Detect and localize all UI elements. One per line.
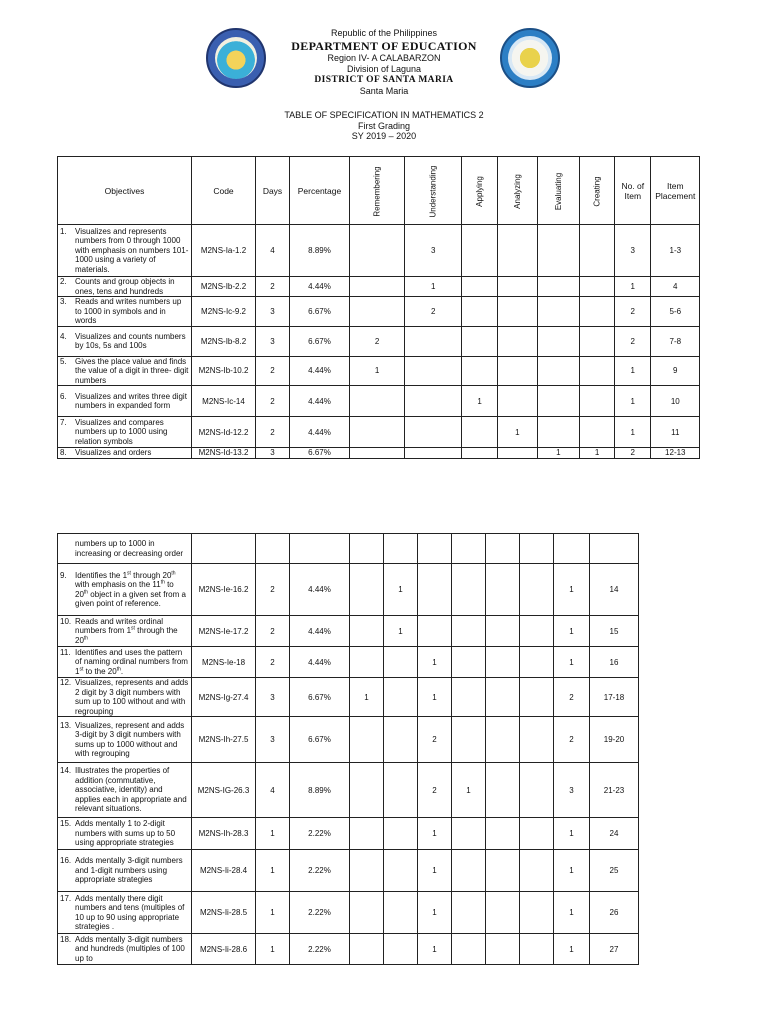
cell-code: M2NS-Ii-28.4 — [192, 850, 256, 892]
cell-item-placement: 7-8 — [651, 326, 700, 356]
table-row-continued — [58, 534, 639, 564]
cell-creating — [520, 892, 554, 934]
cell-analyzing — [452, 892, 486, 934]
cell-no-of-item: 1 — [554, 818, 590, 850]
header-analyzing: Analyzing — [497, 157, 537, 225]
table-row — [58, 818, 639, 850]
division-line: Division of Laguna — [346, 64, 422, 74]
republic-line: Republic of the Philippines — [330, 28, 438, 38]
cell-percentage: 4.44% — [290, 277, 350, 297]
cell-no-of-item: 1 — [615, 356, 651, 386]
cell-no-of-item: 1 — [554, 616, 590, 647]
letterhead — [0, 28, 768, 97]
table-row — [58, 647, 639, 678]
cell-item-placement: 9 — [651, 356, 700, 386]
objective-cell: 18. Adds mentally 3-digit numbers and hundreds (multiples of 100 up to — [58, 934, 192, 965]
cell-item-placement: 19-20 — [590, 717, 639, 763]
cell-days: 2 — [256, 417, 290, 448]
cell-code: M2NS-Id-12.2 — [192, 417, 256, 448]
cell-remembering — [350, 448, 405, 459]
cell-understanding — [384, 892, 418, 934]
cell-applying — [462, 277, 498, 297]
cell-code: M2NS-Ib-8.2 — [192, 326, 256, 356]
cell-understanding: 3 — [405, 225, 462, 277]
cell-analyzing — [452, 564, 486, 616]
table-row — [58, 892, 639, 934]
cell-analyzing — [452, 678, 486, 717]
cell-item-placement: 5-6 — [651, 297, 700, 327]
cell-days: 3 — [256, 297, 290, 327]
cell-no-of-item: 2 — [615, 297, 651, 327]
cell-creating — [580, 225, 615, 277]
objective-continued: numbers up to 1000 in increasing or decreasing order — [58, 534, 192, 564]
cell-remembering: 2 — [350, 326, 405, 356]
cell-applying — [462, 225, 498, 277]
table-row — [58, 850, 639, 892]
cell-remembering — [350, 717, 384, 763]
objective-cell: 8. Visualizes and orders — [58, 448, 192, 459]
cell-analyzing — [452, 647, 486, 678]
cell-applying — [462, 448, 498, 459]
cell-days: 2 — [256, 386, 290, 417]
cell-evaluating — [486, 818, 520, 850]
cell-applying — [462, 326, 498, 356]
cell-understanding — [384, 678, 418, 717]
objective-cell: 16. Adds mentally 3-digit numbers and 1-digit numbers using appropriate strategies — [58, 850, 192, 892]
cell-remembering — [350, 647, 384, 678]
cell-understanding — [384, 818, 418, 850]
cell-percentage: 8.89% — [290, 763, 350, 818]
table-row — [58, 417, 700, 448]
table-header-row — [58, 157, 700, 225]
cell-days: 2 — [256, 616, 290, 647]
table-row — [58, 564, 639, 616]
cell-percentage: 2.22% — [290, 934, 350, 965]
region-line: Region IV- A CALABARZON — [327, 53, 441, 63]
cell-evaluating — [486, 616, 520, 647]
cell-creating — [580, 386, 615, 417]
cell-item-placement: 26 — [590, 892, 639, 934]
cell-evaluating — [486, 850, 520, 892]
objective-cell: 10. Reads and writes ordinal numbers from 1st through the 20th — [58, 616, 192, 647]
cell-analyzing: 1 — [497, 417, 537, 448]
cell-analyzing — [497, 356, 537, 386]
cell-code: M2NS-Ie-17.2 — [192, 616, 256, 647]
cell-evaluating: 1 — [537, 448, 579, 459]
table-row — [58, 297, 700, 327]
cell-item-placement: 11 — [651, 417, 700, 448]
cell-analyzing: 1 — [452, 763, 486, 818]
cell-percentage: 4.44% — [290, 564, 350, 616]
cell-creating — [520, 678, 554, 717]
cell-code: M2NS-Ib-2.2 — [192, 277, 256, 297]
table-row — [58, 678, 639, 717]
cell-creating — [580, 277, 615, 297]
cell-evaluating — [537, 386, 579, 417]
cell-remembering — [350, 892, 384, 934]
cell-code: M2NS-Ih-27.5 — [192, 717, 256, 763]
cell-remembering — [350, 277, 405, 297]
cell-days: 3 — [256, 717, 290, 763]
cell-understanding — [405, 448, 462, 459]
cell-code: M2NS-Ii-28.6 — [192, 934, 256, 965]
cell-item-placement: 4 — [651, 277, 700, 297]
cell-item-placement: 14 — [590, 564, 639, 616]
cell-creating — [520, 616, 554, 647]
cell-analyzing — [452, 717, 486, 763]
objective-cell: 3. Reads and writes numbers up to 1000 in symbols and in words — [58, 297, 192, 327]
cell-days: 2 — [256, 356, 290, 386]
cell-creating — [520, 818, 554, 850]
cell-analyzing — [497, 297, 537, 327]
cell-item-placement: 27 — [590, 934, 639, 965]
cell-days: 1 — [256, 818, 290, 850]
specification-table-part-1 — [57, 156, 700, 459]
cell-percentage: 4.44% — [290, 356, 350, 386]
cell-percentage: 4.44% — [290, 386, 350, 417]
cell-evaluating — [486, 678, 520, 717]
cell-days: 3 — [256, 448, 290, 459]
department-name: DEPARTMENT OF EDUCATION — [291, 39, 477, 53]
cell-code: M2NS-Id-13.2 — [192, 448, 256, 459]
cell-evaluating — [486, 717, 520, 763]
cell-code: M2NS-Ia-1.2 — [192, 225, 256, 277]
cell-evaluating — [537, 277, 579, 297]
objective-cell: 6. Visualizes and writes three digit numbers in expanded form — [58, 386, 192, 417]
cell-analyzing — [497, 326, 537, 356]
cell-item-placement: 12-13 — [651, 448, 700, 459]
cell-item-placement: 25 — [590, 850, 639, 892]
objective-cell: 17. Adds mentally there digit numbers and tens (multiples of 10 up to 90 using appropriate strategies . — [58, 892, 192, 934]
cell-code: M2NS-Ii-28.5 — [192, 892, 256, 934]
objective-cell: 13. Visualizes, represent and adds 3-digit by 3 digit numbers with sums up to 1000 without and with regrouping — [58, 717, 192, 763]
cell-remembering — [350, 850, 384, 892]
cell-remembering — [350, 417, 405, 448]
table-row — [58, 326, 700, 356]
cell-creating — [520, 850, 554, 892]
cell-applying — [418, 616, 452, 647]
cell-days: 2 — [256, 564, 290, 616]
cell-applying: 1 — [418, 892, 452, 934]
cell-percentage: 4.44% — [290, 616, 350, 647]
header-no-of-item: No. of Item — [615, 157, 651, 225]
cell-days: 2 — [256, 647, 290, 678]
cell-creating — [520, 647, 554, 678]
header-days: Days — [256, 157, 290, 225]
specification-table-part-2 — [57, 533, 639, 965]
header-creating: Creating — [580, 157, 615, 225]
cell-creating — [580, 297, 615, 327]
objective-cell: 1. Visualizes and represents numbers from 0 through 1000 with emphasis on numbers 101-1000 using a variety of materials. — [58, 225, 192, 277]
cell-code: M2NS-Ie-16.2 — [192, 564, 256, 616]
cell-evaluating — [537, 356, 579, 386]
cell-analyzing — [497, 386, 537, 417]
cell-percentage: 2.22% — [290, 818, 350, 850]
document-titles — [0, 110, 768, 142]
cell-applying: 2 — [418, 763, 452, 818]
cell-analyzing — [497, 277, 537, 297]
cell-no-of-item: 1 — [615, 417, 651, 448]
cell-no-of-item: 2 — [615, 448, 651, 459]
cell-days: 1 — [256, 892, 290, 934]
cell-days: 3 — [256, 326, 290, 356]
table-row — [58, 448, 700, 459]
cell-remembering — [350, 225, 405, 277]
cell-understanding — [405, 417, 462, 448]
cell-percentage: 6.67% — [290, 297, 350, 327]
cell-remembering — [350, 564, 384, 616]
cell-code: M2NS-Ih-28.3 — [192, 818, 256, 850]
cell-understanding — [384, 647, 418, 678]
cell-days: 4 — [256, 763, 290, 818]
cell-applying: 1 — [462, 386, 498, 417]
cell-evaluating — [486, 892, 520, 934]
cell-applying — [418, 564, 452, 616]
cell-item-placement: 16 — [590, 647, 639, 678]
cell-understanding: 1 — [384, 564, 418, 616]
cell-remembering — [350, 763, 384, 818]
cell-understanding: 1 — [405, 277, 462, 297]
cell-percentage: 6.67% — [290, 448, 350, 459]
cell-remembering — [350, 297, 405, 327]
objective-cell: 11. Identifies and uses the pattern of naming ordinal numbers from 1st to the 20th. — [58, 647, 192, 678]
cell-no-of-item: 1 — [554, 850, 590, 892]
cell-remembering — [350, 616, 384, 647]
cell-remembering: 1 — [350, 356, 405, 386]
cell-days: 1 — [256, 934, 290, 965]
cell-no-of-item: 1 — [615, 277, 651, 297]
cell-evaluating — [486, 647, 520, 678]
cell-no-of-item: 1 — [554, 892, 590, 934]
cell-no-of-item: 3 — [554, 763, 590, 818]
objective-cell: 2. Counts and group objects in ones, tens and hundreds — [58, 277, 192, 297]
cell-analyzing — [497, 448, 537, 459]
cell-understanding — [405, 356, 462, 386]
cell-evaluating — [537, 417, 579, 448]
cell-understanding — [384, 717, 418, 763]
header-code: Code — [192, 157, 256, 225]
cell-applying — [462, 356, 498, 386]
cell-analyzing — [452, 850, 486, 892]
cell-evaluating — [537, 326, 579, 356]
cell-creating — [520, 763, 554, 818]
table-row — [58, 277, 700, 297]
cell-no-of-item: 1 — [615, 386, 651, 417]
cell-percentage: 2.22% — [290, 850, 350, 892]
cell-no-of-item: 1 — [554, 934, 590, 965]
cell-no-of-item: 1 — [554, 564, 590, 616]
cell-days: 1 — [256, 850, 290, 892]
cell-creating — [520, 934, 554, 965]
cell-creating — [580, 326, 615, 356]
cell-code: M2NS-Ig-27.4 — [192, 678, 256, 717]
cell-days: 2 — [256, 277, 290, 297]
objective-cell: 4. Visualizes and counts numbers by 10s, 5s and 100s — [58, 326, 192, 356]
cell-item-placement: 24 — [590, 818, 639, 850]
cell-creating: 1 — [580, 448, 615, 459]
cell-percentage: 6.67% — [290, 717, 350, 763]
cell-days: 4 — [256, 225, 290, 277]
cell-no-of-item: 1 — [554, 647, 590, 678]
cell-days: 3 — [256, 678, 290, 717]
cell-applying: 1 — [418, 678, 452, 717]
cell-applying: 2 — [418, 717, 452, 763]
cell-percentage: 2.22% — [290, 892, 350, 934]
cell-analyzing — [452, 934, 486, 965]
objective-cell: 12. Visualizes, represents and adds 2 digit by 3 digit numbers with sum up to 100 without and with regrouping — [58, 678, 192, 717]
cell-remembering — [350, 818, 384, 850]
cell-no-of-item: 2 — [615, 326, 651, 356]
cell-no-of-item: 2 — [554, 678, 590, 717]
cell-understanding: 2 — [405, 297, 462, 327]
grading-period: First Grading — [357, 120, 410, 131]
town-line: Santa Maria — [359, 86, 409, 96]
cell-evaluating — [486, 564, 520, 616]
school-year: SY 2019 – 2020 — [351, 131, 417, 141]
table-row — [58, 616, 639, 647]
cell-code: M2NS-Ic-14 — [192, 386, 256, 417]
cell-applying: 1 — [418, 818, 452, 850]
table-row — [58, 225, 700, 277]
objective-cell: 14. Illustrates the properties of addition (commutative, associative, identity) and applies each in appropriate and relevant situations. — [58, 763, 192, 818]
cell-analyzing — [452, 818, 486, 850]
cell-applying: 1 — [418, 647, 452, 678]
cell-item-placement: 21-23 — [590, 763, 639, 818]
cell-percentage: 6.67% — [290, 326, 350, 356]
cell-code: M2NS-Ie-18 — [192, 647, 256, 678]
cell-applying — [462, 417, 498, 448]
cell-understanding: 1 — [384, 616, 418, 647]
cell-remembering — [350, 934, 384, 965]
cell-remembering — [350, 386, 405, 417]
cell-creating — [580, 356, 615, 386]
cell-applying: 1 — [418, 934, 452, 965]
cell-no-of-item: 2 — [554, 717, 590, 763]
cell-code: M2NS-Ic-9.2 — [192, 297, 256, 327]
header-item-placement: Item Placement — [651, 157, 700, 225]
cell-percentage: 6.67% — [290, 678, 350, 717]
cell-creating — [580, 417, 615, 448]
cell-percentage: 8.89% — [290, 225, 350, 277]
cell-creating — [520, 717, 554, 763]
cell-applying — [462, 297, 498, 327]
table-row — [58, 386, 700, 417]
cell-item-placement: 17-18 — [590, 678, 639, 717]
cell-understanding — [405, 326, 462, 356]
table-row — [58, 356, 700, 386]
header-understanding: Understanding — [405, 157, 462, 225]
cell-analyzing — [497, 225, 537, 277]
cell-no-of-item: 3 — [615, 225, 651, 277]
objective-cell: 15. Adds mentally 1 to 2-digit numbers with sums up to 50 using appropriate strategies — [58, 818, 192, 850]
header-percentage: Percentage — [290, 157, 350, 225]
cell-item-placement: 10 — [651, 386, 700, 417]
cell-item-placement: 15 — [590, 616, 639, 647]
cell-code: M2NS-Ib-10.2 — [192, 356, 256, 386]
header-remembering: Remembering — [350, 157, 405, 225]
cell-understanding — [384, 763, 418, 818]
district-line: DISTRICT OF SANTA MARIA — [314, 75, 454, 85]
cell-understanding — [384, 850, 418, 892]
cell-understanding — [405, 386, 462, 417]
cell-code: M2NS-IG-26.3 — [192, 763, 256, 818]
table-row — [58, 717, 639, 763]
cell-analyzing — [452, 616, 486, 647]
objective-cell: 7. Visualizes and compares numbers up to 1000 using relation symbols — [58, 417, 192, 448]
cell-percentage: 4.44% — [290, 417, 350, 448]
cell-evaluating — [537, 297, 579, 327]
objective-cell: 5. Gives the place value and finds the value of a digit in three- digit numbers — [58, 356, 192, 386]
objective-cell: 9. Identifies the 1st through 20th with emphasis on the 11th to 20th object in a given set from a given point of reference. — [58, 564, 192, 616]
document-title: TABLE OF SPECIFICATION IN MATHEMATICS 2 — [284, 110, 484, 120]
cell-evaluating — [486, 763, 520, 818]
table-row — [58, 763, 639, 818]
cell-remembering: 1 — [350, 678, 384, 717]
cell-creating — [520, 564, 554, 616]
cell-item-placement: 1-3 — [651, 225, 700, 277]
cell-evaluating — [486, 934, 520, 965]
table-row — [58, 934, 639, 965]
header-evaluating: Evaluating — [537, 157, 579, 225]
header-applying: Applying — [462, 157, 498, 225]
cell-percentage: 4.44% — [290, 647, 350, 678]
cell-evaluating — [537, 225, 579, 277]
header-objectives: Objectives — [58, 157, 192, 225]
cell-applying: 1 — [418, 850, 452, 892]
cell-understanding — [384, 934, 418, 965]
